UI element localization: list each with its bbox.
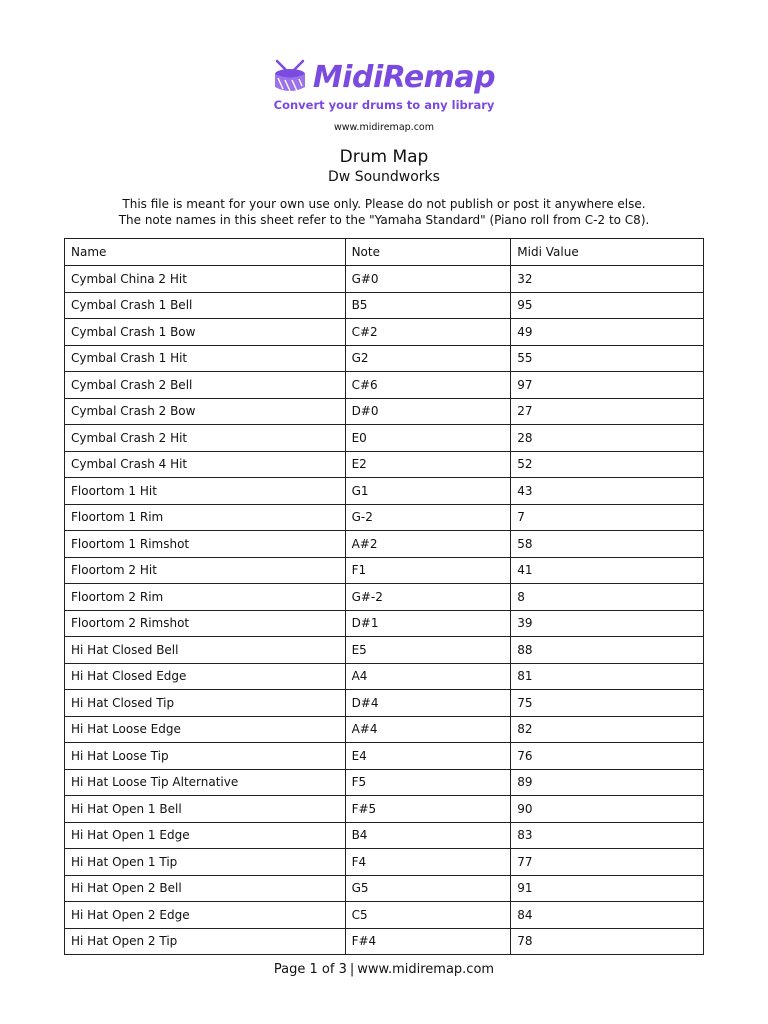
cell-name: Hi Hat Open 1 Tip: [65, 849, 346, 876]
table-body: [65, 266, 704, 955]
cell-name: Floortom 1 Hit: [65, 478, 346, 505]
table-row: [65, 292, 704, 319]
table-header-row: [65, 239, 704, 266]
drum-map-table: [64, 238, 704, 955]
page-title: Drum Map: [339, 147, 429, 167]
cell-midi-value: 75: [511, 690, 704, 717]
cell-name: Floortom 2 Rimshot: [65, 610, 346, 637]
table-row: [65, 769, 704, 796]
cell-note: F4: [345, 849, 511, 876]
footer-separator: |: [349, 962, 355, 977]
cell-midi-value: 81: [511, 663, 704, 690]
cell-midi-value: 43: [511, 478, 704, 505]
table-row: [65, 637, 704, 664]
cell-note: A4: [345, 663, 511, 690]
cell-note: G1: [345, 478, 511, 505]
table-row: [65, 398, 704, 425]
cell-midi-value: 49: [511, 319, 704, 346]
cell-note: G2: [345, 345, 511, 372]
brand-header: [0, 56, 768, 112]
brand-name: MidiRemap: [312, 59, 496, 95]
cell-note: A#4: [345, 716, 511, 743]
cell-midi-value: 82: [511, 716, 704, 743]
cell-note: C5: [345, 902, 511, 929]
table-row: [65, 849, 704, 876]
cell-name: Cymbal Crash 1 Hit: [65, 345, 346, 372]
cell-note: A#2: [345, 531, 511, 558]
cell-note: F1: [345, 557, 511, 584]
cell-note: D#1: [345, 610, 511, 637]
cell-midi-value: 84: [511, 902, 704, 929]
cell-midi-value: 52: [511, 451, 704, 478]
notice-line: The note names in this sheet refer to the "Yamaha Standard" (Piano roll from C-2 to C8).: [118, 213, 650, 227]
cell-midi-value: 76: [511, 743, 704, 770]
cell-name: Hi Hat Closed Edge: [65, 663, 346, 690]
cell-midi-value: 58: [511, 531, 704, 558]
cell-note: E2: [345, 451, 511, 478]
table-row: [65, 531, 704, 558]
table-row: [65, 584, 704, 611]
page-footer: [0, 962, 768, 977]
cell-name: Hi Hat Open 2 Bell: [65, 875, 346, 902]
column-header-name: Name: [65, 239, 346, 266]
cell-name: Cymbal China 2 Hit: [65, 266, 346, 293]
cell-name: Hi Hat Closed Bell: [65, 637, 346, 664]
cell-note: F#5: [345, 796, 511, 823]
cell-name: Hi Hat Loose Edge: [65, 716, 346, 743]
table-row: [65, 928, 704, 955]
table-row: [65, 822, 704, 849]
cell-midi-value: 32: [511, 266, 704, 293]
cell-name: Hi Hat Loose Tip: [65, 743, 346, 770]
cell-midi-value: 77: [511, 849, 704, 876]
table-row: [65, 796, 704, 823]
site-url[interactable]: www.midiremap.com: [334, 122, 434, 133]
cell-note: F#4: [345, 928, 511, 955]
table-row: [65, 743, 704, 770]
brand-tagline: Convert your drums to any library: [273, 98, 495, 112]
cell-name: Hi Hat Open 1 Bell: [65, 796, 346, 823]
drum-icon: [273, 59, 307, 95]
table-row: [65, 663, 704, 690]
cell-name: Floortom 2 Rim: [65, 584, 346, 611]
cell-name: Hi Hat Open 1 Edge: [65, 822, 346, 849]
usage-notice: [0, 196, 768, 228]
cell-note: G#-2: [345, 584, 511, 611]
cell-note: G#0: [345, 266, 511, 293]
notice-line: This file is meant for your own use only. Please do not publish or post it anywhere else.: [122, 197, 646, 211]
cell-note: G5: [345, 875, 511, 902]
table-row: [65, 425, 704, 452]
cell-midi-value: 88: [511, 637, 704, 664]
cell-name: Cymbal Crash 4 Hit: [65, 451, 346, 478]
table-row: [65, 319, 704, 346]
cell-midi-value: 91: [511, 875, 704, 902]
cell-midi-value: 89: [511, 769, 704, 796]
cell-name: Hi Hat Closed Tip: [65, 690, 346, 717]
cell-note: B5: [345, 292, 511, 319]
table-row: [65, 875, 704, 902]
table-row: [65, 610, 704, 637]
cell-name: Cymbal Crash 2 Hit: [65, 425, 346, 452]
cell-name: Cymbal Crash 2 Bell: [65, 372, 346, 399]
table-row: [65, 451, 704, 478]
cell-note: D#0: [345, 398, 511, 425]
cell-midi-value: 97: [511, 372, 704, 399]
table-row: [65, 504, 704, 531]
cell-midi-value: 55: [511, 345, 704, 372]
page-subtitle: Dw Soundworks: [328, 169, 440, 185]
brand-logo: [0, 56, 768, 98]
cell-name: Floortom 1 Rimshot: [65, 531, 346, 558]
cell-midi-value: 83: [511, 822, 704, 849]
cell-name: Cymbal Crash 1 Bell: [65, 292, 346, 319]
cell-note: B4: [345, 822, 511, 849]
cell-midi-value: 95: [511, 292, 704, 319]
table-row: [65, 478, 704, 505]
cell-name: Hi Hat Loose Tip Alternative: [65, 769, 346, 796]
table-row: [65, 902, 704, 929]
cell-midi-value: 90: [511, 796, 704, 823]
cell-name: Floortom 2 Hit: [65, 557, 346, 584]
table-row: [65, 345, 704, 372]
cell-note: F5: [345, 769, 511, 796]
cell-name: Floortom 1 Rim: [65, 504, 346, 531]
table-row: [65, 557, 704, 584]
cell-note: E0: [345, 425, 511, 452]
column-header-note: Note: [345, 239, 511, 266]
cell-name: Cymbal Crash 1 Bow: [65, 319, 346, 346]
cell-note: G-2: [345, 504, 511, 531]
table-row: [65, 372, 704, 399]
cell-midi-value: 7: [511, 504, 704, 531]
footer-url[interactable]: www.midiremap.com: [357, 962, 495, 977]
cell-midi-value: 39: [511, 610, 704, 637]
cell-name: Hi Hat Open 2 Edge: [65, 902, 346, 929]
cell-midi-value: 8: [511, 584, 704, 611]
cell-midi-value: 27: [511, 398, 704, 425]
table-row: [65, 716, 704, 743]
cell-note: C#6: [345, 372, 511, 399]
column-header-midi-value: Midi Value: [511, 239, 704, 266]
cell-note: D#4: [345, 690, 511, 717]
table-row: [65, 690, 704, 717]
page-number: Page 1 of 3: [273, 962, 347, 977]
cell-midi-value: 78: [511, 928, 704, 955]
cell-name: Cymbal Crash 2 Bow: [65, 398, 346, 425]
cell-note: E4: [345, 743, 511, 770]
cell-note: C#2: [345, 319, 511, 346]
cell-midi-value: 28: [511, 425, 704, 452]
table-row: [65, 266, 704, 293]
cell-midi-value: 41: [511, 557, 704, 584]
cell-note: E5: [345, 637, 511, 664]
cell-name: Hi Hat Open 2 Tip: [65, 928, 346, 955]
